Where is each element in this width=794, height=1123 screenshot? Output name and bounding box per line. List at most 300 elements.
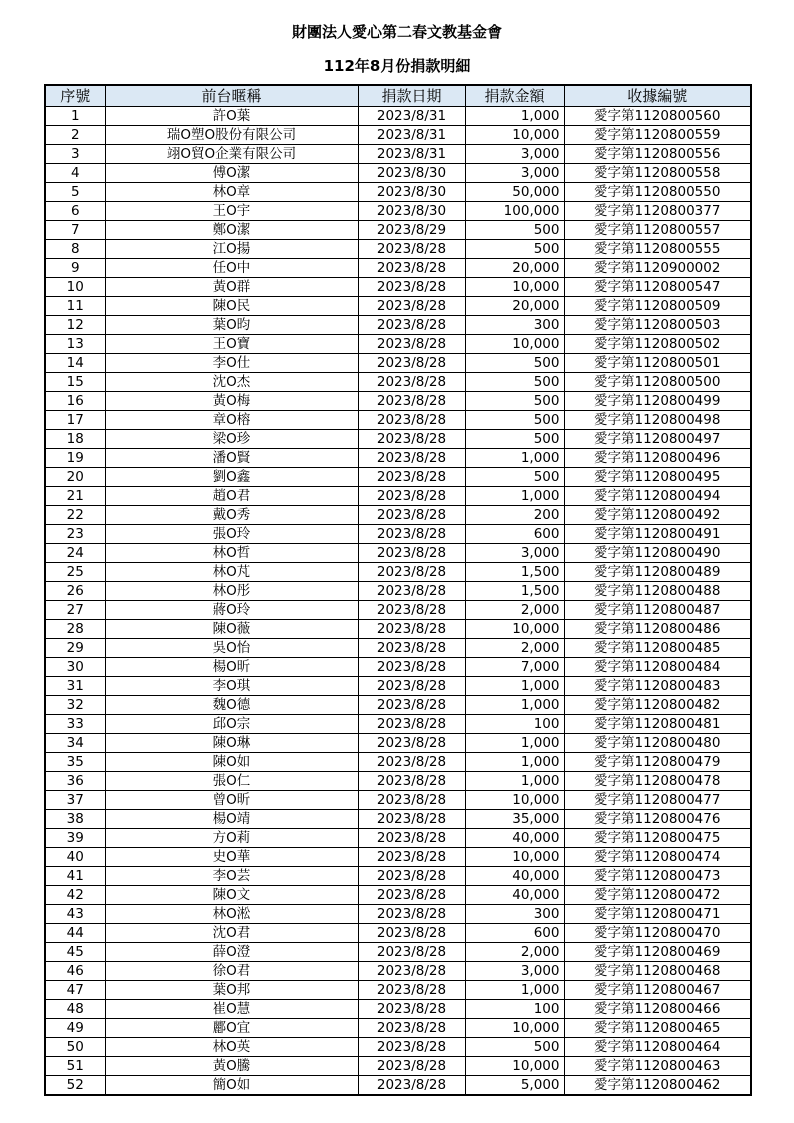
cell-serial-number: 48	[45, 1000, 105, 1019]
table-row	[45, 297, 751, 316]
cell-donation-amount: 1,000	[465, 753, 564, 772]
table-row	[45, 221, 751, 240]
table-row	[45, 259, 751, 278]
cell-donation-amount: 1,500	[465, 563, 564, 582]
cell-nickname: 任O中	[105, 259, 358, 278]
cell-receipt-number: 愛字第1120800462	[564, 1076, 751, 1096]
cell-serial-number: 49	[45, 1019, 105, 1038]
cell-donation-amount: 300	[465, 905, 564, 924]
cell-serial-number: 17	[45, 411, 105, 430]
cell-donation-date: 2023/8/28	[358, 392, 465, 411]
table-row	[45, 696, 751, 715]
cell-receipt-number: 愛字第1120800556	[564, 145, 751, 164]
cell-receipt-number: 愛字第1120800500	[564, 373, 751, 392]
cell-donation-date: 2023/8/28	[358, 240, 465, 259]
cell-nickname: 楊O靖	[105, 810, 358, 829]
table-row	[45, 202, 751, 221]
cell-receipt-number: 愛字第1120800475	[564, 829, 751, 848]
cell-donation-date: 2023/8/28	[358, 506, 465, 525]
cell-receipt-number: 愛字第1120800471	[564, 905, 751, 924]
cell-nickname: 瑞O塑O股份有限公司	[105, 126, 358, 145]
cell-donation-date: 2023/8/28	[358, 696, 465, 715]
table-row	[45, 430, 751, 449]
cell-serial-number: 22	[45, 506, 105, 525]
table-row	[45, 449, 751, 468]
cell-donation-date: 2023/8/28	[358, 1000, 465, 1019]
table-row	[45, 943, 751, 962]
cell-donation-amount: 10,000	[465, 335, 564, 354]
cell-donation-amount: 1,000	[465, 734, 564, 753]
cell-nickname: 章O榕	[105, 411, 358, 430]
cell-receipt-number: 愛字第1120800479	[564, 753, 751, 772]
cell-nickname: 黃O群	[105, 278, 358, 297]
cell-donation-date: 2023/8/28	[358, 259, 465, 278]
table-row	[45, 563, 751, 582]
cell-receipt-number: 愛字第1120800484	[564, 658, 751, 677]
cell-donation-date: 2023/8/28	[358, 753, 465, 772]
table-body	[45, 107, 751, 1096]
cell-donation-amount: 3,000	[465, 145, 564, 164]
cell-serial-number: 28	[45, 620, 105, 639]
cell-serial-number: 47	[45, 981, 105, 1000]
cell-nickname: 葉O邦	[105, 981, 358, 1000]
table-row	[45, 715, 751, 734]
cell-serial-number: 25	[45, 563, 105, 582]
cell-nickname: 梁O珍	[105, 430, 358, 449]
cell-nickname: 林O章	[105, 183, 358, 202]
cell-nickname: 邱O宗	[105, 715, 358, 734]
cell-donation-date: 2023/8/28	[358, 278, 465, 297]
cell-nickname: 李O琪	[105, 677, 358, 696]
cell-donation-amount: 1,000	[465, 107, 564, 126]
table-row	[45, 240, 751, 259]
cell-donation-date: 2023/8/28	[358, 468, 465, 487]
table-row	[45, 278, 751, 297]
cell-donation-date: 2023/8/28	[358, 335, 465, 354]
table-row	[45, 1019, 751, 1038]
header-serial-number: 序號	[45, 85, 105, 107]
cell-donation-date: 2023/8/28	[358, 1019, 465, 1038]
cell-receipt-number: 愛字第1120800492	[564, 506, 751, 525]
cell-nickname: 方O莉	[105, 829, 358, 848]
cell-donation-date: 2023/8/28	[358, 1057, 465, 1076]
cell-receipt-number: 愛字第1120800473	[564, 867, 751, 886]
cell-nickname: 許O葉	[105, 107, 358, 126]
cell-donation-date: 2023/8/28	[358, 563, 465, 582]
cell-receipt-number: 愛字第1120800489	[564, 563, 751, 582]
cell-serial-number: 50	[45, 1038, 105, 1057]
cell-serial-number: 14	[45, 354, 105, 373]
cell-nickname: 曾O昕	[105, 791, 358, 810]
cell-donation-amount: 100	[465, 1000, 564, 1019]
cell-donation-date: 2023/8/28	[358, 677, 465, 696]
cell-donation-amount: 35,000	[465, 810, 564, 829]
cell-nickname: 張O玲	[105, 525, 358, 544]
cell-serial-number: 18	[45, 430, 105, 449]
cell-receipt-number: 愛字第1120800491	[564, 525, 751, 544]
cell-nickname: 李O仕	[105, 354, 358, 373]
cell-donation-date: 2023/8/28	[358, 924, 465, 943]
cell-serial-number: 42	[45, 886, 105, 905]
cell-nickname: 酈O宜	[105, 1019, 358, 1038]
table-row	[45, 145, 751, 164]
table-row	[45, 772, 751, 791]
table-row	[45, 1000, 751, 1019]
cell-serial-number: 34	[45, 734, 105, 753]
cell-serial-number: 2	[45, 126, 105, 145]
cell-donation-date: 2023/8/28	[358, 373, 465, 392]
cell-serial-number: 13	[45, 335, 105, 354]
cell-donation-amount: 500	[465, 1038, 564, 1057]
cell-nickname: 趙O君	[105, 487, 358, 506]
cell-serial-number: 8	[45, 240, 105, 259]
cell-serial-number: 10	[45, 278, 105, 297]
table-row	[45, 829, 751, 848]
table-row	[45, 791, 751, 810]
cell-donation-amount: 300	[465, 316, 564, 335]
cell-donation-amount: 3,000	[465, 962, 564, 981]
cell-serial-number: 30	[45, 658, 105, 677]
header-donation-date: 捐款日期	[358, 85, 465, 107]
cell-donation-date: 2023/8/28	[358, 582, 465, 601]
cell-nickname: 陳O文	[105, 886, 358, 905]
cell-nickname: 翊O貿O企業有限公司	[105, 145, 358, 164]
cell-donation-date: 2023/8/30	[358, 202, 465, 221]
cell-receipt-number: 愛字第1120800557	[564, 221, 751, 240]
cell-donation-amount: 500	[465, 354, 564, 373]
header-receipt-number: 收據編號	[564, 85, 751, 107]
cell-nickname: 陳O琳	[105, 734, 358, 753]
cell-serial-number: 9	[45, 259, 105, 278]
cell-donation-amount: 10,000	[465, 620, 564, 639]
table-row	[45, 886, 751, 905]
cell-nickname: 崔O慧	[105, 1000, 358, 1019]
cell-donation-amount: 40,000	[465, 886, 564, 905]
cell-nickname: 黃O騰	[105, 1057, 358, 1076]
cell-serial-number: 37	[45, 791, 105, 810]
table-row	[45, 1076, 751, 1096]
cell-receipt-number: 愛字第1120800499	[564, 392, 751, 411]
cell-nickname: 林O淞	[105, 905, 358, 924]
table-row	[45, 183, 751, 202]
cell-nickname: 林O哲	[105, 544, 358, 563]
cell-donation-amount: 1,000	[465, 449, 564, 468]
cell-nickname: 蔣O玲	[105, 601, 358, 620]
cell-receipt-number: 愛字第1120800474	[564, 848, 751, 867]
cell-receipt-number: 愛字第1120800496	[564, 449, 751, 468]
cell-serial-number: 52	[45, 1076, 105, 1096]
table-row	[45, 753, 751, 772]
cell-nickname: 李O芸	[105, 867, 358, 886]
cell-receipt-number: 愛字第1120800550	[564, 183, 751, 202]
cell-donation-amount: 100,000	[465, 202, 564, 221]
cell-donation-amount: 20,000	[465, 259, 564, 278]
table-row	[45, 734, 751, 753]
cell-donation-date: 2023/8/28	[358, 943, 465, 962]
cell-donation-amount: 200	[465, 506, 564, 525]
cell-serial-number: 43	[45, 905, 105, 924]
cell-receipt-number: 愛字第1120800490	[564, 544, 751, 563]
cell-donation-amount: 1,000	[465, 487, 564, 506]
cell-receipt-number: 愛字第1120800469	[564, 943, 751, 962]
cell-serial-number: 51	[45, 1057, 105, 1076]
cell-receipt-number: 愛字第1120800558	[564, 164, 751, 183]
cell-receipt-number: 愛字第1120800477	[564, 791, 751, 810]
table-row	[45, 335, 751, 354]
header-donation-amount: 捐款金額	[465, 85, 564, 107]
table-row	[45, 316, 751, 335]
cell-donation-amount: 600	[465, 924, 564, 943]
cell-receipt-number: 愛字第1120800481	[564, 715, 751, 734]
cell-serial-number: 16	[45, 392, 105, 411]
cell-nickname: 徐O君	[105, 962, 358, 981]
cell-donation-amount: 1,500	[465, 582, 564, 601]
cell-receipt-number: 愛字第1120800472	[564, 886, 751, 905]
cell-nickname: 潘O賢	[105, 449, 358, 468]
cell-nickname: 江O揚	[105, 240, 358, 259]
cell-nickname: 王O宇	[105, 202, 358, 221]
cell-receipt-number: 愛字第1120800483	[564, 677, 751, 696]
cell-receipt-number: 愛字第1120800497	[564, 430, 751, 449]
cell-donation-date: 2023/8/28	[358, 658, 465, 677]
cell-donation-amount: 10,000	[465, 1057, 564, 1076]
cell-nickname: 王O寶	[105, 335, 358, 354]
cell-nickname: 吳O怡	[105, 639, 358, 658]
cell-receipt-number: 愛字第1120800463	[564, 1057, 751, 1076]
cell-nickname: 陳O如	[105, 753, 358, 772]
table-row	[45, 525, 751, 544]
cell-nickname: 陳O民	[105, 297, 358, 316]
cell-donation-amount: 20,000	[465, 297, 564, 316]
cell-donation-date: 2023/8/28	[358, 810, 465, 829]
cell-receipt-number: 愛字第1120800501	[564, 354, 751, 373]
header-nickname: 前台暱稱	[105, 85, 358, 107]
cell-nickname: 史O華	[105, 848, 358, 867]
cell-donation-date: 2023/8/28	[358, 639, 465, 658]
cell-serial-number: 32	[45, 696, 105, 715]
table-row	[45, 924, 751, 943]
cell-donation-amount: 10,000	[465, 848, 564, 867]
cell-donation-date: 2023/8/28	[358, 297, 465, 316]
cell-receipt-number: 愛字第1120800464	[564, 1038, 751, 1057]
cell-receipt-number: 愛字第1120800487	[564, 601, 751, 620]
cell-donation-date: 2023/8/28	[358, 829, 465, 848]
cell-serial-number: 31	[45, 677, 105, 696]
cell-donation-amount: 5,000	[465, 1076, 564, 1096]
cell-receipt-number: 愛字第1120800465	[564, 1019, 751, 1038]
cell-donation-amount: 10,000	[465, 1019, 564, 1038]
table-row	[45, 848, 751, 867]
cell-donation-amount: 3,000	[465, 544, 564, 563]
cell-nickname: 楊O昕	[105, 658, 358, 677]
cell-nickname: 薛O澄	[105, 943, 358, 962]
cell-serial-number: 35	[45, 753, 105, 772]
cell-receipt-number: 愛字第1120800377	[564, 202, 751, 221]
cell-serial-number: 38	[45, 810, 105, 829]
cell-receipt-number: 愛字第1120800509	[564, 297, 751, 316]
table-row	[45, 601, 751, 620]
cell-serial-number: 26	[45, 582, 105, 601]
cell-donation-date: 2023/8/28	[358, 1076, 465, 1096]
cell-serial-number: 20	[45, 468, 105, 487]
table-row	[45, 506, 751, 525]
table-row	[45, 392, 751, 411]
table-row	[45, 582, 751, 601]
table-row	[45, 544, 751, 563]
cell-receipt-number: 愛字第1120800547	[564, 278, 751, 297]
table-header	[45, 85, 751, 107]
cell-serial-number: 12	[45, 316, 105, 335]
cell-donation-date: 2023/8/31	[358, 107, 465, 126]
cell-serial-number: 4	[45, 164, 105, 183]
cell-receipt-number: 愛字第1120800478	[564, 772, 751, 791]
cell-nickname: 林O芃	[105, 563, 358, 582]
cell-donation-date: 2023/8/28	[358, 715, 465, 734]
cell-receipt-number: 愛字第1120800468	[564, 962, 751, 981]
cell-serial-number: 21	[45, 487, 105, 506]
cell-donation-date: 2023/8/28	[358, 791, 465, 810]
cell-donation-date: 2023/8/28	[358, 886, 465, 905]
cell-nickname: 沈O君	[105, 924, 358, 943]
cell-donation-date: 2023/8/31	[358, 145, 465, 164]
cell-serial-number: 11	[45, 297, 105, 316]
cell-nickname: 沈O杰	[105, 373, 358, 392]
cell-serial-number: 24	[45, 544, 105, 563]
cell-donation-date: 2023/8/28	[358, 449, 465, 468]
cell-receipt-number: 愛字第1120800495	[564, 468, 751, 487]
table-row	[45, 658, 751, 677]
cell-donation-amount: 500	[465, 240, 564, 259]
cell-serial-number: 36	[45, 772, 105, 791]
cell-donation-amount: 500	[465, 430, 564, 449]
table-row	[45, 867, 751, 886]
cell-donation-amount: 10,000	[465, 278, 564, 297]
cell-nickname: 張O仁	[105, 772, 358, 791]
cell-nickname: 葉O昀	[105, 316, 358, 335]
cell-receipt-number: 愛字第1120800488	[564, 582, 751, 601]
cell-donation-date: 2023/8/28	[358, 316, 465, 335]
cell-receipt-number: 愛字第1120800560	[564, 107, 751, 126]
document-subtitle: 112年8月份捐款明細	[323, 57, 471, 75]
table-row	[45, 126, 751, 145]
cell-receipt-number: 愛字第1120800503	[564, 316, 751, 335]
cell-receipt-number: 愛字第1120800559	[564, 126, 751, 145]
cell-serial-number: 15	[45, 373, 105, 392]
cell-serial-number: 7	[45, 221, 105, 240]
cell-donation-date: 2023/8/28	[358, 487, 465, 506]
table-row	[45, 677, 751, 696]
cell-donation-amount: 10,000	[465, 791, 564, 810]
cell-donation-amount: 7,000	[465, 658, 564, 677]
cell-donation-amount: 500	[465, 411, 564, 430]
cell-receipt-number: 愛字第1120900002	[564, 259, 751, 278]
table-row	[45, 1057, 751, 1076]
cell-donation-date: 2023/8/28	[358, 544, 465, 563]
cell-donation-amount: 1,000	[465, 772, 564, 791]
cell-donation-amount: 2,000	[465, 943, 564, 962]
cell-nickname: 林O英	[105, 1038, 358, 1057]
cell-receipt-number: 愛字第1120800486	[564, 620, 751, 639]
cell-serial-number: 23	[45, 525, 105, 544]
cell-receipt-number: 愛字第1120800502	[564, 335, 751, 354]
cell-receipt-number: 愛字第1120800476	[564, 810, 751, 829]
table-row	[45, 905, 751, 924]
cell-nickname: 戴O秀	[105, 506, 358, 525]
cell-donation-amount: 40,000	[465, 867, 564, 886]
cell-receipt-number: 愛字第1120800480	[564, 734, 751, 753]
cell-donation-amount: 500	[465, 468, 564, 487]
cell-donation-amount: 1,000	[465, 981, 564, 1000]
cell-donation-date: 2023/8/28	[358, 962, 465, 981]
cell-receipt-number: 愛字第1120800470	[564, 924, 751, 943]
cell-serial-number: 1	[45, 107, 105, 126]
table-row	[45, 373, 751, 392]
cell-nickname: 林O彤	[105, 582, 358, 601]
table-row	[45, 107, 751, 126]
cell-nickname: 簡O如	[105, 1076, 358, 1096]
cell-donation-amount: 3,000	[465, 164, 564, 183]
table-row	[45, 487, 751, 506]
cell-donation-date: 2023/8/31	[358, 126, 465, 145]
table-row	[45, 810, 751, 829]
cell-receipt-number: 愛字第1120800494	[564, 487, 751, 506]
cell-donation-date: 2023/8/30	[358, 164, 465, 183]
cell-receipt-number: 愛字第1120800555	[564, 240, 751, 259]
cell-serial-number: 39	[45, 829, 105, 848]
cell-donation-amount: 500	[465, 373, 564, 392]
cell-donation-amount: 100	[465, 715, 564, 734]
cell-donation-date: 2023/8/28	[358, 601, 465, 620]
cell-nickname: 黃O梅	[105, 392, 358, 411]
cell-donation-date: 2023/8/28	[358, 867, 465, 886]
cell-donation-amount: 10,000	[465, 126, 564, 145]
donation-table	[44, 84, 752, 1096]
table-row	[45, 1038, 751, 1057]
cell-donation-date: 2023/8/30	[358, 183, 465, 202]
table-row	[45, 164, 751, 183]
cell-donation-date: 2023/8/28	[358, 772, 465, 791]
cell-receipt-number: 愛字第1120800466	[564, 1000, 751, 1019]
table-row	[45, 639, 751, 658]
table-row	[45, 981, 751, 1000]
cell-nickname: 劉O鑫	[105, 468, 358, 487]
cell-donation-date: 2023/8/28	[358, 848, 465, 867]
cell-serial-number: 3	[45, 145, 105, 164]
cell-serial-number: 6	[45, 202, 105, 221]
cell-serial-number: 44	[45, 924, 105, 943]
table-row	[45, 620, 751, 639]
cell-receipt-number: 愛字第1120800467	[564, 981, 751, 1000]
cell-donation-date: 2023/8/28	[358, 354, 465, 373]
cell-nickname: 陳O薇	[105, 620, 358, 639]
cell-donation-amount: 50,000	[465, 183, 564, 202]
table-row	[45, 354, 751, 373]
cell-nickname: 魏O德	[105, 696, 358, 715]
cell-donation-date: 2023/8/28	[358, 981, 465, 1000]
table-row	[45, 468, 751, 487]
cell-serial-number: 33	[45, 715, 105, 734]
cell-serial-number: 29	[45, 639, 105, 658]
cell-serial-number: 45	[45, 943, 105, 962]
table-row	[45, 962, 751, 981]
cell-nickname: 傅O潔	[105, 164, 358, 183]
cell-donation-date: 2023/8/28	[358, 525, 465, 544]
cell-nickname: 鄭O潔	[105, 221, 358, 240]
cell-donation-date: 2023/8/28	[358, 411, 465, 430]
cell-serial-number: 27	[45, 601, 105, 620]
cell-donation-amount: 2,000	[465, 601, 564, 620]
cell-donation-date: 2023/8/28	[358, 734, 465, 753]
